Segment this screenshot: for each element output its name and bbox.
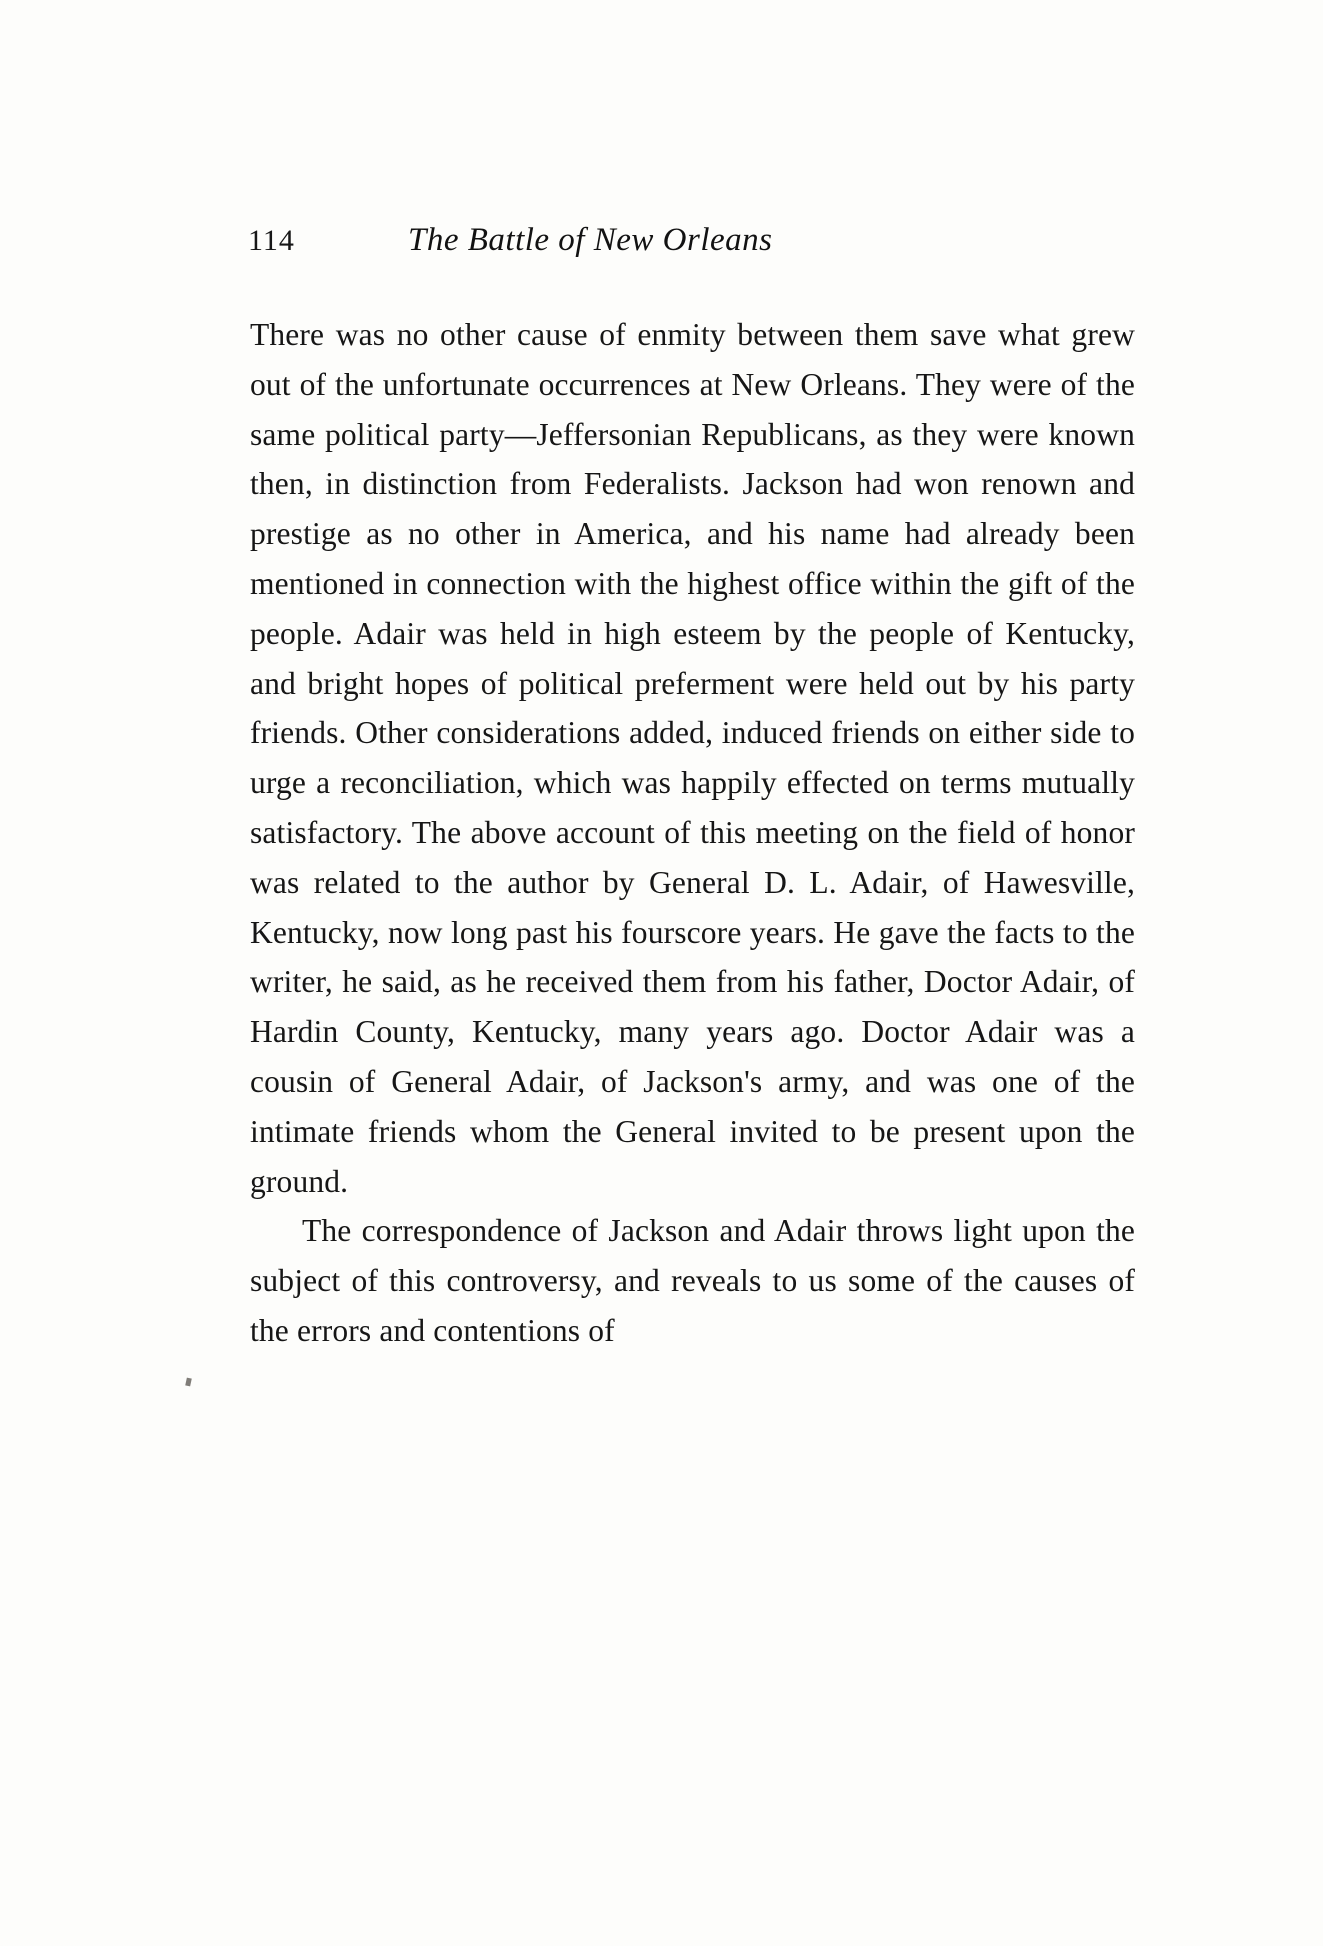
body-text-column bbox=[250, 310, 1135, 1356]
page-number: 114 bbox=[248, 224, 295, 257]
running-head-title: The Battle of New Orleans bbox=[408, 222, 773, 258]
page-header bbox=[248, 222, 1138, 266]
page-speck-mark bbox=[185, 1378, 192, 1387]
paragraph-2: The correspondence of Jackson and Adair throws light upon the subject of this controversy, and reveals to us some of the causes of the errors and contentions of bbox=[250, 1213, 1135, 1348]
paragraph-1: There was no other cause of enmity between them save what grew out of the unfortunate occurrences at New Orleans. They were of the same political party—Jeffersonian Republicans, as they were known then, in distinction from Federalists. Jackson had won renown and prestige as no other in America, and his name had already been mentioned in connection with the highest office within the gift of the people. Adair was held in high esteem by the people of Kentucky, and bright hopes of political preferment were held out by his party friends. Other considerations added, induced friends on either side to urge a reconciliation, which was happily effected on terms mutually satisfactory. The above account of this meeting on the field of honor was related to the author by General D. L. Adair, of Hawesville, Kentucky, now long past his fourscore years. He gave the facts to the writer, he said, as he received them from his father, Doctor Adair, of Hardin County, Kentucky, many years ago. Doctor Adair was a cousin of General Adair, of Jackson's army, and was one of the intimate friends whom the General invited to be present upon the ground. bbox=[250, 317, 1135, 1199]
